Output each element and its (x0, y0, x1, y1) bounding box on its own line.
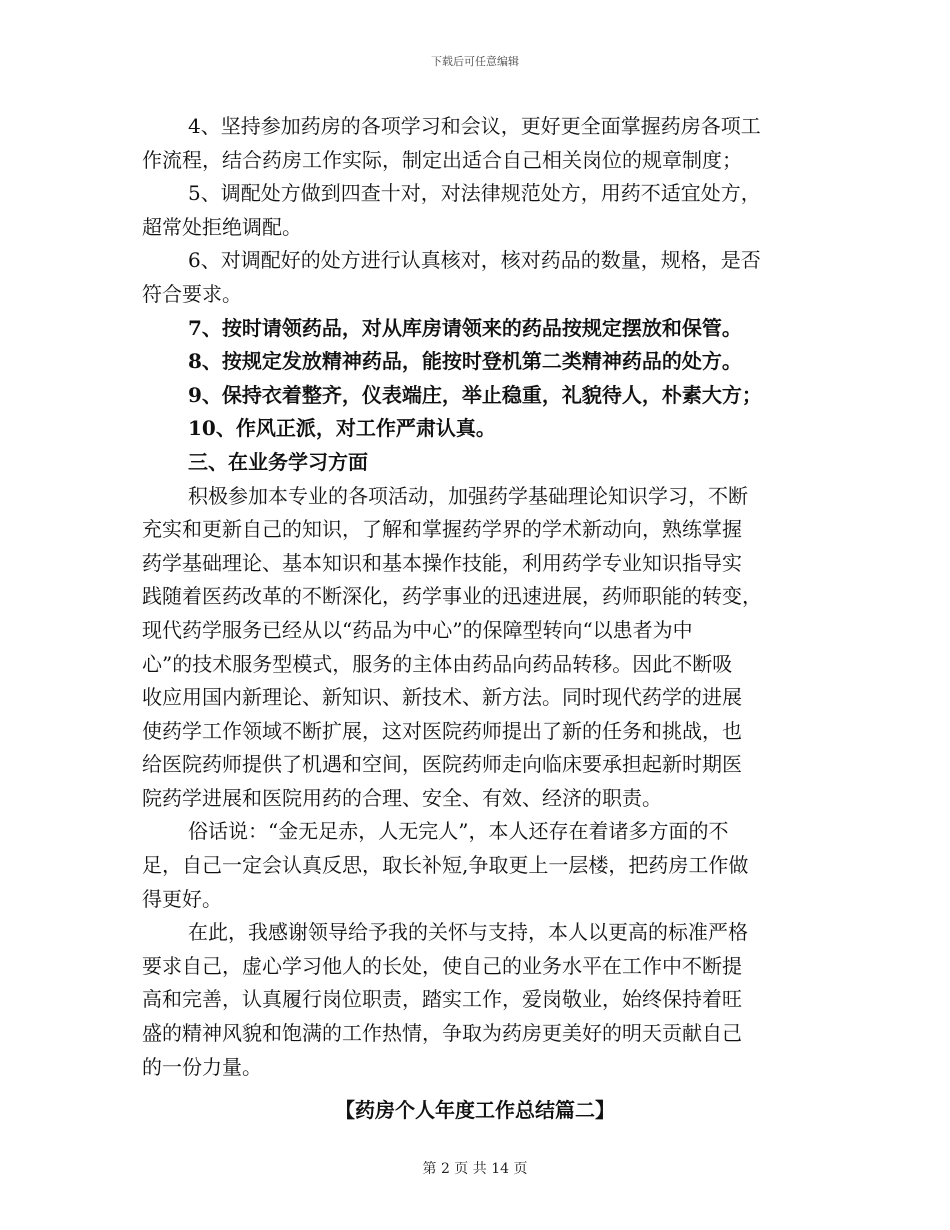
text-line: 俗话说：“金无足赤，人无完人”，本人还存在着诸多方面的不 (188, 819, 729, 844)
text-line: 要求自己，虚心学习他人的长处，使自己的业务水平在工作中不断提 (142, 953, 742, 978)
text-line: 使药学工作领域不断扩展，这对医院药师提出了新的任务和挑战，也 (142, 718, 742, 743)
text-line: 践随着医药改革的不断深化，药学事业的迅速进展，药师职能的转变， (142, 584, 762, 609)
text-line: 高和完善，认真履行岗位职责，踏实工作，爱岗敬业，始终保持着旺 (142, 987, 742, 1012)
text-line: 得更好。 (142, 886, 222, 911)
text-line: 符合要求。 (142, 281, 242, 306)
text-line: 盛的精神风貌和饱满的工作热情，争取为药房更美好的明天贡献自己 (142, 1021, 742, 1046)
page-header-note: 下载后可任意编辑 (431, 55, 519, 68)
document-body (142, 110, 808, 1130)
text-line: 三、在业务学习方面 (188, 449, 368, 474)
text-line: 积极参加本专业的各项活动，加强药学基础理论知识学习，不断 (188, 483, 748, 508)
text-line: 药学基础理论、基本知识和基本操作技能，利用药学专业知识指导实 (142, 550, 742, 575)
text-line: 8、按规定发放精神药品，能按时登机第二类精神药品的处方。 (188, 349, 742, 374)
text-line: 心”的技术服务型模式，服务的主体由药品向药品转移。因此不断吸 (142, 651, 733, 676)
text-line: 充实和更新自己的知识，了解和掌握药学界的学术新动向，熟练掌握 (142, 517, 742, 542)
paragraph-lines (142, 110, 808, 1084)
text-line: 6、对调配好的处方进行认真核对，核对药品的数量，规格，是否 (188, 248, 761, 273)
text-line: 足，自己一定会认真反思，取长补短,争取更上一层楼，把药房工作做 (142, 853, 749, 878)
text-line: 作流程，结合药房工作实际，制定出适合自己相关岗位的规章制度； (142, 147, 742, 172)
page-number: 第 2 页 共 14 页 (422, 1161, 528, 1177)
text-line: 10、作风正派，对工作严肃认真。 (188, 416, 496, 441)
text-line: 现代药学服务已经从以“药品为中心”的保障型转向“以患者为中 (142, 617, 693, 642)
text-line: 的一份力量。 (142, 1054, 262, 1079)
text-line: 在此，我感谢领导给予我的关怀与支持，本人以更高的标准严格 (188, 920, 748, 945)
text-line: 7、按时请领药品，对从库房请领来的药品按规定摆放和保管。 (188, 315, 742, 340)
text-line: 院药学进展和医院用药的合理、安全、有效、经济的职责。 (142, 785, 662, 810)
text-line: 4、坚持参加药房的各项学习和会议，更好更全面掌握药房各项工 (188, 114, 761, 138)
text-line: 9、保持衣着整齐，仪表端庄，举止稳重，礼貌待人，朴素大方； (188, 382, 762, 407)
text-line: 收应用国内新理论、新知识、新技术、新方法。同时现代药学的进展 (142, 685, 742, 710)
text-line: 给医院药师提供了机遇和空间，医院药师走向临床要承担起新时期医 (142, 752, 742, 777)
section-title: 【药房个人年度工作总结篇二】 (335, 1098, 615, 1123)
text-line: 超常处拒绝调配。 (142, 214, 302, 239)
text-line: 5、调配处方做到四查十对，对法律规范处方，用药不适宜处方， (188, 181, 761, 206)
